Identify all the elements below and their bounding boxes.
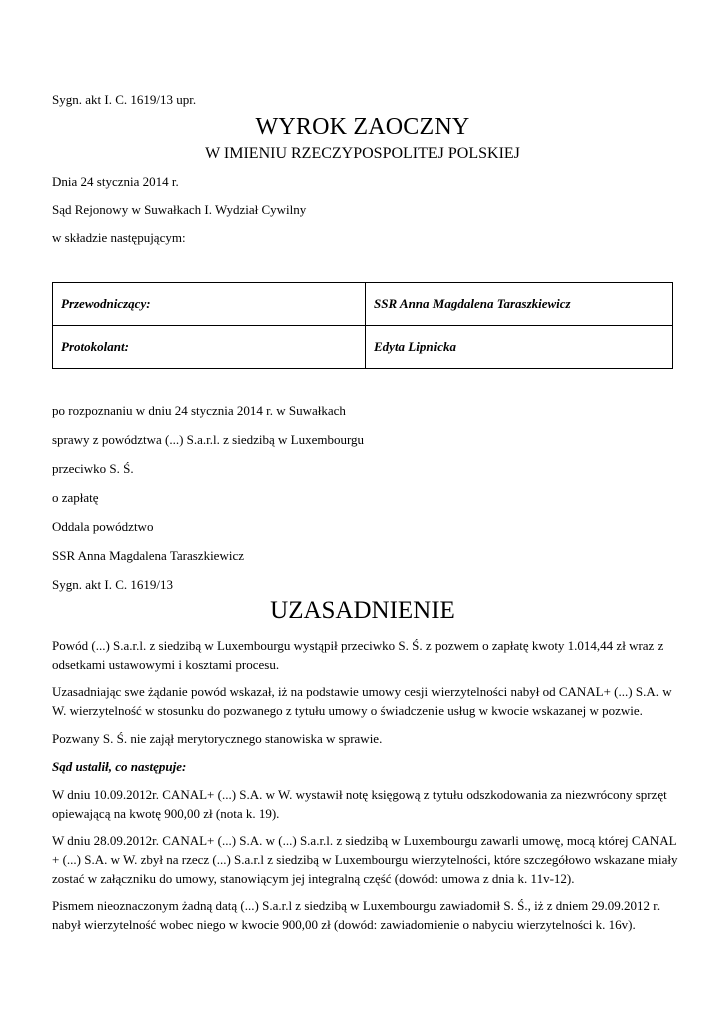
judgment-date: Dnia 24 stycznia 2014 r. — [52, 174, 179, 189]
name-cell: Edyta Lipnicka — [366, 326, 673, 369]
role-cell: Przewodniczący: — [53, 283, 366, 326]
defendant-line: przeciwko S. Ś. — [52, 461, 134, 476]
findings-heading: Sąd ustalił, co następuje: — [52, 759, 187, 774]
composition-intro: w składzie następującym: — [52, 230, 186, 245]
hearing-line: po rozpoznaniu w dniu 24 stycznia 2014 r. w Suwałkach — [52, 403, 346, 418]
paragraph-note: W dniu 10.09.2012r. CANAL+ (...) S.A. w W. wystawił notę księgową z tytułu odszkodowania za niezwrócony sprzęt opiewającą na kwotę 900,00 zł (nota k. 19). — [52, 787, 667, 821]
court-name: Sąd Rejonowy w Suwałkach I. Wydział Cywilny — [52, 202, 307, 217]
paragraph-defendant: Pozwany S. Ś. nie zajął merytorycznego stanowiska w sprawie. — [52, 731, 383, 746]
role-cell: Protokolant: — [53, 326, 366, 369]
ruling-line: Oddala powództwo — [52, 519, 154, 534]
paragraph-grounds: Uzasadniając swe żądanie powód wskazał, iż na podstawie umowy cesji wierzytelności nabył od CANAL+ (...) S.A. w W. wierzytelność w stosunku do pozwanego z tytułu umowy o świadczenie usług w kwocie wskazanej w pozwie. — [52, 684, 672, 718]
judgment-subtitle: W IMIENIU RZECZYPOSPOLITEJ POLSKIEJ — [205, 145, 520, 162]
court-composition-table — [52, 282, 673, 369]
judge-signature: SSR Anna Magdalena Taraszkiewicz — [52, 548, 244, 563]
table-row — [53, 283, 673, 326]
case-number-2: Sygn. akt I. C. 1619/13 — [52, 577, 173, 592]
plaintiff-line: sprawy z powództwa (...) S.a.r.l. z siedzibą w Luxembourgu — [52, 432, 365, 447]
paragraph-notice: Pismem nieoznaczonym żadną datą (...) S.a.r.l z siedzibą w Luxembourgu zawiadomił S. Ś., iż z dniem 29.09.2012 r. nabył wierzytelność wobec niego w kwocie 900,00 zł (dowód: zawiadomienie o nabyciu wierzytelności k. 16v). — [52, 898, 661, 932]
judgment-title: WYROK ZAOCZNY — [255, 114, 470, 140]
case-number: Sygn. akt I. C. 1619/13 upr. — [52, 92, 197, 107]
paragraph-claim: Powód (...) S.a.r.l. z siedzibą w Luxembourgu wystąpił przeciwko S. Ś. z pozwem o zapłatę kwoty 1.014,44 zł wraz z odsetkami ustawowymi i kosztami procesu. — [52, 638, 664, 672]
subject-line: o zapłatę — [52, 490, 99, 505]
paragraph-assignment: W dniu 28.09.2012r. CANAL+ (...) S.A. w (...) S.a.r.l. z siedzibą w Luxembourgu zawarli umowę, mocą której CANAL + (...) S.A. w W. zbył na rzecz (...) S.a.r.l z siedzibą w Luxembourgu wierzytelności, które szczegółowo wskazane miały zostać w załączniku do umowy, stanowiącym jej integralną część (dowód: umowa z dnia k. 11v-12). — [52, 833, 678, 886]
table-row — [53, 326, 673, 369]
name-cell: SSR Anna Magdalena Taraszkiewicz — [366, 283, 673, 326]
justification-title: UZASADNIENIE — [270, 597, 455, 624]
